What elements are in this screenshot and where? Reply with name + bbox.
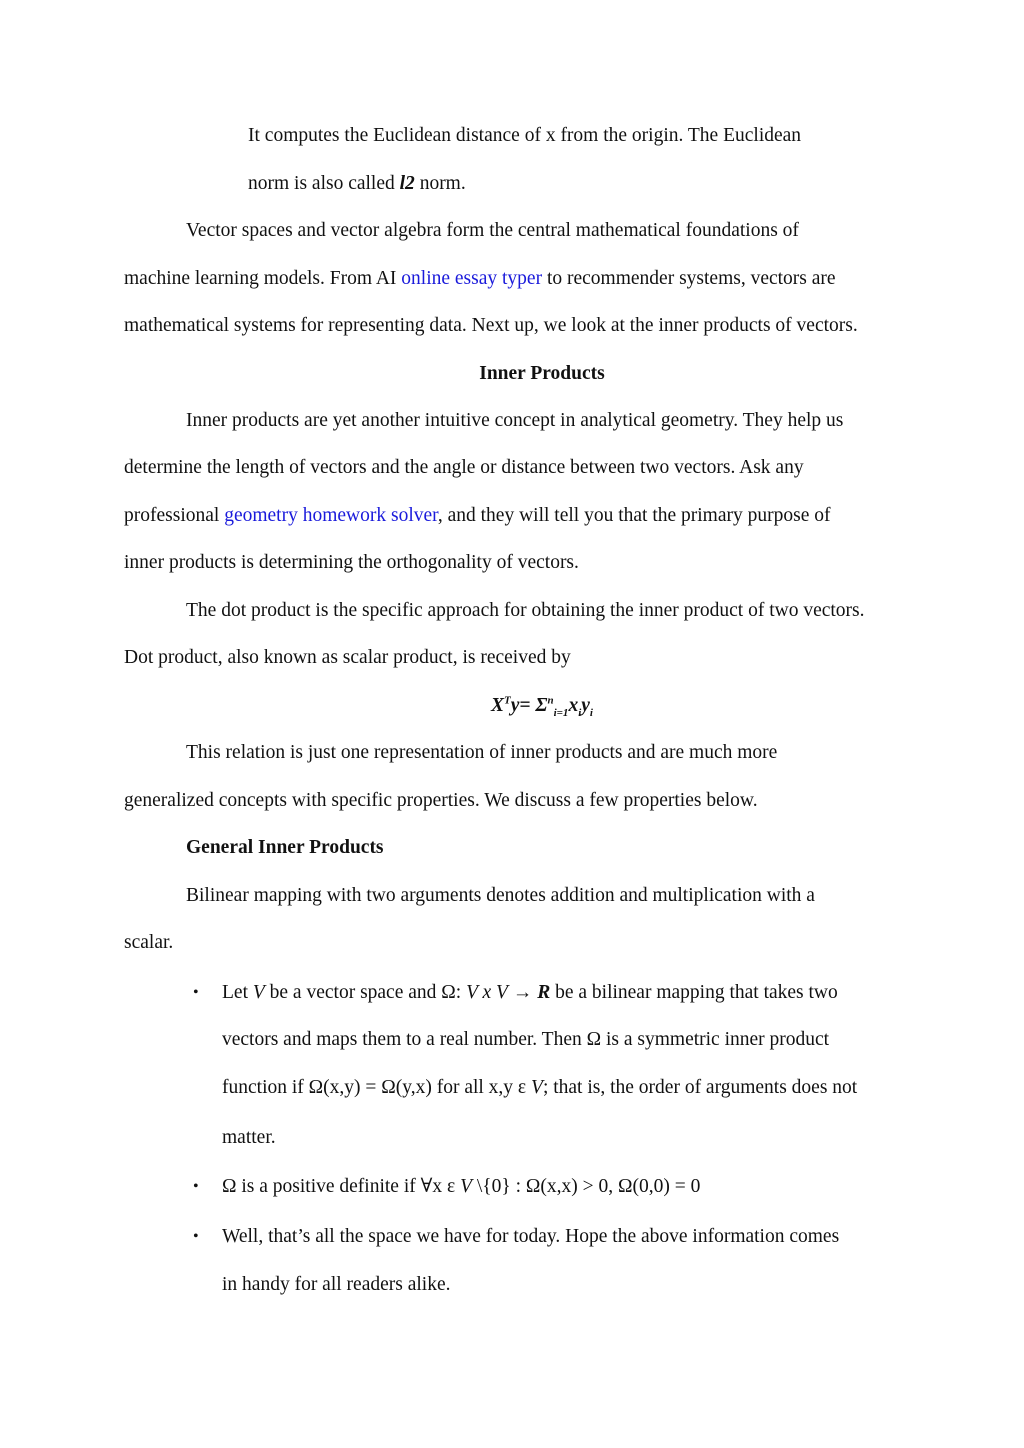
text: matter. bbox=[222, 1127, 276, 1148]
text: inner products is determining the orthogonality of vectors. bbox=[124, 552, 579, 573]
text: in handy for all readers alike. bbox=[222, 1274, 451, 1295]
list-item-line bbox=[222, 1273, 451, 1297]
text: determine the length of vectors and the angle or distance between two vectors. Ask any bbox=[124, 457, 804, 478]
paragraph-line bbox=[186, 884, 815, 908]
text: Bilinear mapping with two arguments denotes addition and multiplication with a bbox=[186, 885, 815, 906]
text: norm. bbox=[414, 173, 466, 194]
section-heading-inner-products: Inner Products bbox=[479, 363, 605, 384]
paragraph-line bbox=[248, 124, 801, 148]
paragraph-line bbox=[124, 789, 758, 813]
text: , and they will tell you that the primary purpose of bbox=[437, 505, 831, 526]
section-heading-general-inner-products: General Inner Products bbox=[186, 837, 384, 858]
text: Inner products are yet another intuitive concept in analytical geometry. They help us bbox=[186, 410, 844, 431]
list-item-line bbox=[222, 981, 838, 1005]
text: V bbox=[531, 1077, 543, 1098]
text: scalar. bbox=[124, 932, 174, 953]
paragraph-line bbox=[124, 314, 858, 338]
text: R bbox=[537, 982, 551, 1003]
bullet-icon: • bbox=[193, 1228, 199, 1245]
text: This relation is just one representation of inner products and are much more bbox=[186, 742, 778, 763]
text: Let bbox=[222, 982, 253, 1003]
text: V x V bbox=[466, 982, 508, 1003]
paragraph-line bbox=[186, 409, 843, 433]
text: machine learning models. From AI bbox=[124, 268, 402, 289]
text: professional bbox=[124, 505, 225, 526]
arrow-icon: → bbox=[507, 982, 538, 1003]
bullet-icon: • bbox=[193, 984, 199, 1001]
paragraph-line bbox=[124, 456, 804, 480]
text: generalized concepts with specific properties. We discuss a few properties below. bbox=[124, 790, 758, 811]
formula-upper-limit: n bbox=[547, 694, 554, 707]
text: ; that is, the order of arguments does not bbox=[542, 1077, 858, 1098]
text: \{0} : Ω(x,x) > 0, Ω(0,0) = 0 bbox=[472, 1176, 701, 1197]
text: It computes the Euclidean distance of x from the origin. The Euclidean bbox=[248, 125, 802, 146]
text: be a bilinear mapping that takes two bbox=[550, 982, 838, 1003]
text: Dot product, also known as scalar product, is received by bbox=[124, 647, 571, 668]
paragraph-line bbox=[124, 267, 836, 291]
text: be a vector space and Ω: bbox=[264, 982, 467, 1003]
bullet-icon: • bbox=[193, 1178, 199, 1195]
text: to recommender systems, vectors are bbox=[542, 268, 836, 289]
paragraph-line bbox=[186, 219, 799, 243]
text: Vector spaces and vector algebra form the central mathematical foundations of bbox=[186, 220, 799, 241]
online-essay-typer-link[interactable]: online essay typer bbox=[401, 268, 543, 289]
formula-sum: y= Σ bbox=[510, 695, 548, 716]
formula-index: i bbox=[589, 706, 593, 719]
paragraph-line bbox=[124, 551, 579, 575]
paragraph-line bbox=[186, 741, 777, 765]
l2-norm-term: l2 bbox=[399, 173, 415, 194]
text: Well, that’s all the space we have for today. Hope the above information comes bbox=[222, 1226, 840, 1247]
text: norm is also called bbox=[248, 173, 400, 194]
list-item-line bbox=[222, 1076, 857, 1100]
formula-transpose: T bbox=[504, 694, 511, 707]
paragraph-line bbox=[124, 504, 830, 528]
paragraph-line bbox=[248, 172, 466, 196]
list-item-line bbox=[222, 1028, 829, 1052]
text: V bbox=[460, 1176, 472, 1197]
formula-lower-limit: i=1 bbox=[553, 706, 569, 719]
paragraph-line bbox=[124, 646, 571, 670]
formula-xi: x bbox=[568, 695, 579, 716]
text: Ω is a positive definite if ∀x ε bbox=[222, 1176, 461, 1197]
list-item-line bbox=[222, 1126, 276, 1150]
list-item-line bbox=[222, 1175, 700, 1199]
paragraph-line bbox=[186, 599, 865, 623]
formula-index: i bbox=[578, 706, 582, 719]
formula-yi: y bbox=[581, 695, 590, 716]
text: The dot product is the specific approach for obtaining the inner product of two vectors. bbox=[186, 600, 865, 621]
dot-product-formula bbox=[30, 694, 1024, 718]
text: vectors and maps them to a real number. Then Ω is a symmetric inner product bbox=[222, 1029, 830, 1050]
geometry-homework-solver-link[interactable]: geometry homework solver bbox=[224, 505, 438, 526]
text: function if Ω(x,y) = Ω(y,x) for all x,y ε bbox=[222, 1077, 532, 1098]
text: V bbox=[252, 982, 265, 1003]
list-item-line bbox=[222, 1225, 839, 1249]
text: mathematical systems for representing data. Next up, we look at the inner products of vectors. bbox=[124, 315, 858, 336]
formula-x: X bbox=[491, 695, 505, 716]
paragraph-line bbox=[124, 931, 173, 955]
